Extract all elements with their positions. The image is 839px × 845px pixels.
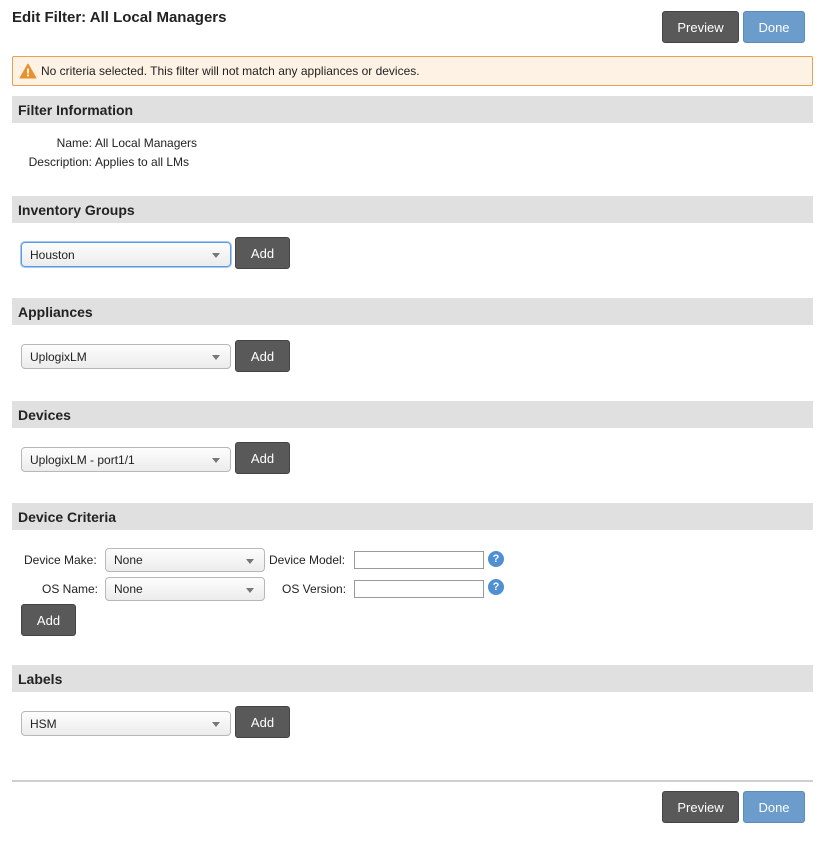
add-device-button[interactable]: Add — [235, 442, 290, 474]
footer-divider — [12, 780, 813, 782]
device-model-label: Device Model: — [269, 553, 346, 567]
device-make-selected: None — [114, 553, 143, 567]
os-version-input[interactable] — [354, 580, 484, 598]
warning-banner — [12, 56, 813, 86]
page-title: Edit Filter: All Local Managers — [12, 9, 227, 26]
warning-triangle-icon — [19, 63, 37, 79]
chevron-down-icon — [246, 559, 254, 564]
name-value: All Local Managers — [95, 136, 198, 150]
add-inventory-group-button[interactable]: Add — [235, 237, 290, 269]
os-name-label: OS Name: — [42, 582, 99, 596]
footer-preview-button[interactable]: Preview — [662, 791, 739, 823]
description-value: Applies to all LMs — [95, 155, 190, 169]
filter-information-heading: Filter Information — [12, 96, 813, 123]
device-model-help-icon[interactable]: ? — [488, 551, 504, 567]
device-criteria-heading: Device Criteria — [12, 503, 813, 530]
preview-button[interactable]: Preview — [662, 11, 739, 43]
footer-done-button[interactable]: Done — [743, 791, 805, 823]
chevron-down-icon — [212, 253, 220, 258]
appliances-heading: Appliances — [12, 298, 813, 325]
description-label: Description: — [28, 155, 92, 169]
add-appliance-button[interactable]: Add — [235, 340, 290, 372]
done-button[interactable]: Done — [743, 11, 805, 43]
os-version-label: OS Version: — [282, 582, 347, 596]
device-make-select[interactable] — [105, 548, 265, 572]
add-label-button[interactable]: Add — [235, 706, 290, 738]
device-selected: UplogixLM - port1/1 — [30, 452, 135, 467]
chevron-down-icon — [212, 458, 220, 463]
inventory-group-select[interactable] — [21, 242, 231, 267]
add-device-criteria-button[interactable]: Add — [21, 604, 76, 636]
os-name-selected: None — [114, 582, 143, 596]
label-select[interactable] — [21, 711, 231, 736]
description-row — [12, 155, 189, 169]
labels-heading: Labels — [12, 665, 813, 692]
appliance-select[interactable] — [21, 344, 231, 369]
os-name-select[interactable] — [105, 577, 265, 601]
inventory-groups-heading: Inventory Groups — [12, 196, 813, 223]
appliance-selected: UplogixLM — [30, 349, 87, 364]
chevron-down-icon — [246, 588, 254, 593]
devices-heading: Devices — [12, 401, 813, 428]
warning-text: No criteria selected. This filter will not match any appliances or devices. — [41, 64, 420, 78]
name-row — [12, 136, 197, 150]
inventory-group-selected: Houston — [30, 247, 75, 262]
label-selected: HSM — [30, 716, 57, 731]
chevron-down-icon — [212, 722, 220, 727]
chevron-down-icon — [212, 355, 220, 360]
name-label: Name: — [56, 136, 92, 150]
device-select[interactable] — [21, 447, 231, 472]
device-model-input[interactable] — [354, 551, 484, 569]
device-make-label: Device Make: — [24, 553, 97, 567]
os-version-help-icon[interactable]: ? — [488, 579, 504, 595]
